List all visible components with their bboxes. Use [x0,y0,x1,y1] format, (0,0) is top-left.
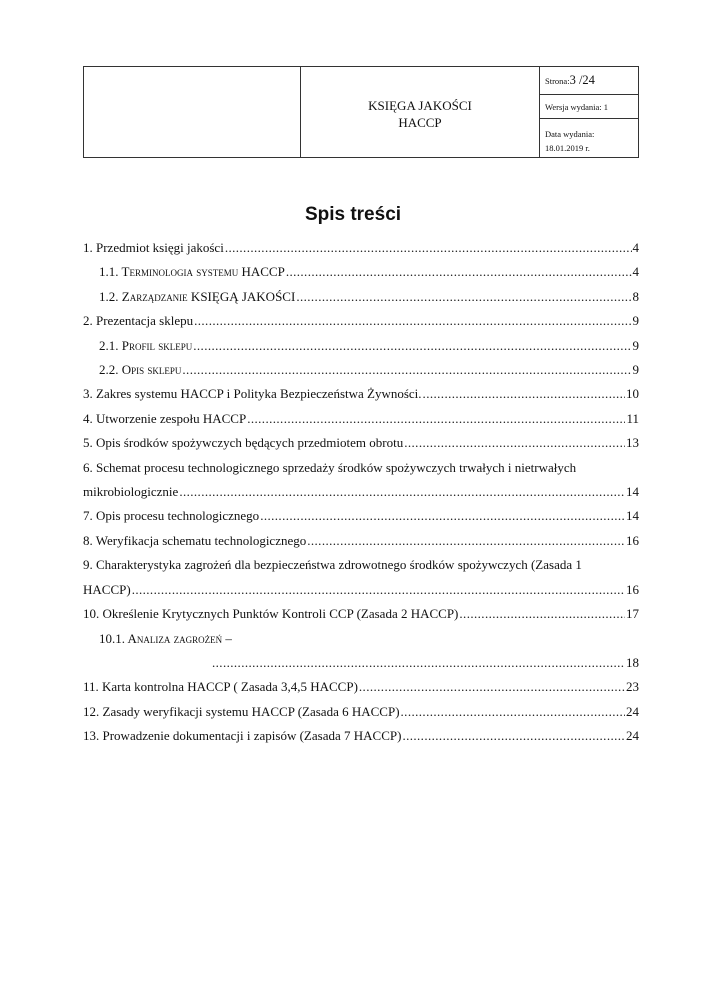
toc-entry[interactable] [83,285,639,309]
toc-entry[interactable] [83,529,639,553]
toc-entry[interactable] [83,260,639,284]
toc-entry[interactable] [83,724,639,748]
toc-entry[interactable] [83,675,639,699]
toc-entry-text: mikrobiologicznie [83,484,179,500]
toc-entry-page: 9 [632,337,639,353]
toc-entry[interactable] [83,651,639,675]
page-label: Strona: [545,75,570,86]
date-value: 18.01.2019 r. [545,143,590,153]
page-number-row [540,67,638,95]
toc-entry-page: 13 [626,435,639,451]
toc-entry-page: 4 [632,240,639,255]
toc-entry-text: 2. Prezentacja sklepu [83,313,194,329]
toc-entry-text: 5. Opis środków spożywczych będących przedmiotem obrotu [83,435,404,451]
toc-entry-page: 10 [626,386,639,402]
toc-entry-text: 13. Prowadzenie dokumentacji i zapisów (Zasada 7 HACCP) [83,728,402,744]
toc-entry-text: 1.2. Zarządzanie KSIĘGĄ JAKOŚCI [99,288,296,304]
toc-entry-page: 11 [626,410,639,426]
date-label: Data wydania: [545,129,595,139]
toc-entry-text: 12. Zasady weryfikacji systemu HACCP (Zasada 6 HACCP) [83,703,400,719]
toc-entry[interactable] [83,407,639,431]
page-value: 3 /24 [569,73,595,87]
header-meta-cell [540,67,638,157]
toc-entry-page: 17 [626,606,639,622]
toc-entry-page: 18 [626,654,639,670]
toc-entry-wrapped-line[interactable]: 9. Charakterystyka zagrożeń dla bezpieczeństwa zdrowotnego środków spożywczych (Zasada 1 [83,557,582,573]
edition-row [540,95,638,119]
toc-entry-text: 8. Weryfikacja schematu technologicznego [83,532,307,548]
toc-entry-text: 3. Zakres systemu HACCP i Polityka Bezpieczeństwa Żywności. [83,386,422,402]
toc-entry[interactable] [83,480,639,504]
toc-entry[interactable] [83,382,639,406]
document-header [83,66,639,158]
toc-entry-page: 23 [626,679,639,695]
header-title-line2: HACCP [398,115,442,130]
toc-entry[interactable] [83,700,639,724]
toc-entry[interactable] [83,236,639,260]
edition-text: Wersja wydania: 1 [545,101,609,112]
toc-entry-text: 11. Karta kontrolna HACCP ( Zasada 3,4,5 HACCP) [83,679,358,695]
date-row [540,119,638,157]
toc-entry-page: 4 [632,264,639,280]
toc-entry-page: 24 [626,703,639,719]
toc-entry-text: 2.2. Opis sklepu [99,362,182,378]
toc-entry[interactable] [83,602,639,626]
toc-entry-page: 8 [632,288,639,304]
header-title-line1: KSIĘGA JAKOŚCI [368,98,472,113]
toc-entry-wrapped-line[interactable]: 6. Schemat procesu technologicznego sprzedaży środków spożywczych trwałych i nietrwałych [83,459,577,475]
toc-entry[interactable] [83,504,639,528]
toc-entry-page: 9 [632,313,639,329]
toc-entry-text: 10.1. Analiza zagrożeń – [99,630,232,646]
toc-entry-page: 16 [626,532,639,548]
toc-entry-text: 2.1. Profil sklepu [99,337,193,353]
toc-entry[interactable] [83,431,639,455]
toc-entry[interactable] [83,334,639,358]
toc-entry-text: 1. Przedmiot księgi jakości [83,240,224,255]
toc-entry[interactable] [83,627,639,651]
toc-entry[interactable] [83,578,639,602]
toc-entry[interactable] [83,358,639,382]
toc-entry-text: 1.1. Terminologia systemu HACCP [99,264,285,280]
toc-title: Spis treści [304,204,402,225]
toc-entry-text: 4. Utworzenie zespołu HACCP [83,410,247,426]
header-title-cell [301,67,540,157]
toc-entry-page: 9 [632,362,639,378]
toc-entry-text: HACCP) [83,581,131,597]
toc-entry-page: 14 [626,484,639,500]
toc-entry-text: 7. Opis procesu technologicznego [83,508,260,524]
logo-cell [84,67,301,157]
toc-entry-page: 16 [626,581,639,597]
toc-entry[interactable] [83,309,639,333]
toc-entry-text: 10. Określenie Krytycznych Punktów Kontroli CCP (Zasada 2 HACCP) [83,606,459,622]
toc-entry-page: 14 [626,508,639,524]
toc-entry-page: 24 [626,728,639,744]
table-of-contents [83,236,639,749]
